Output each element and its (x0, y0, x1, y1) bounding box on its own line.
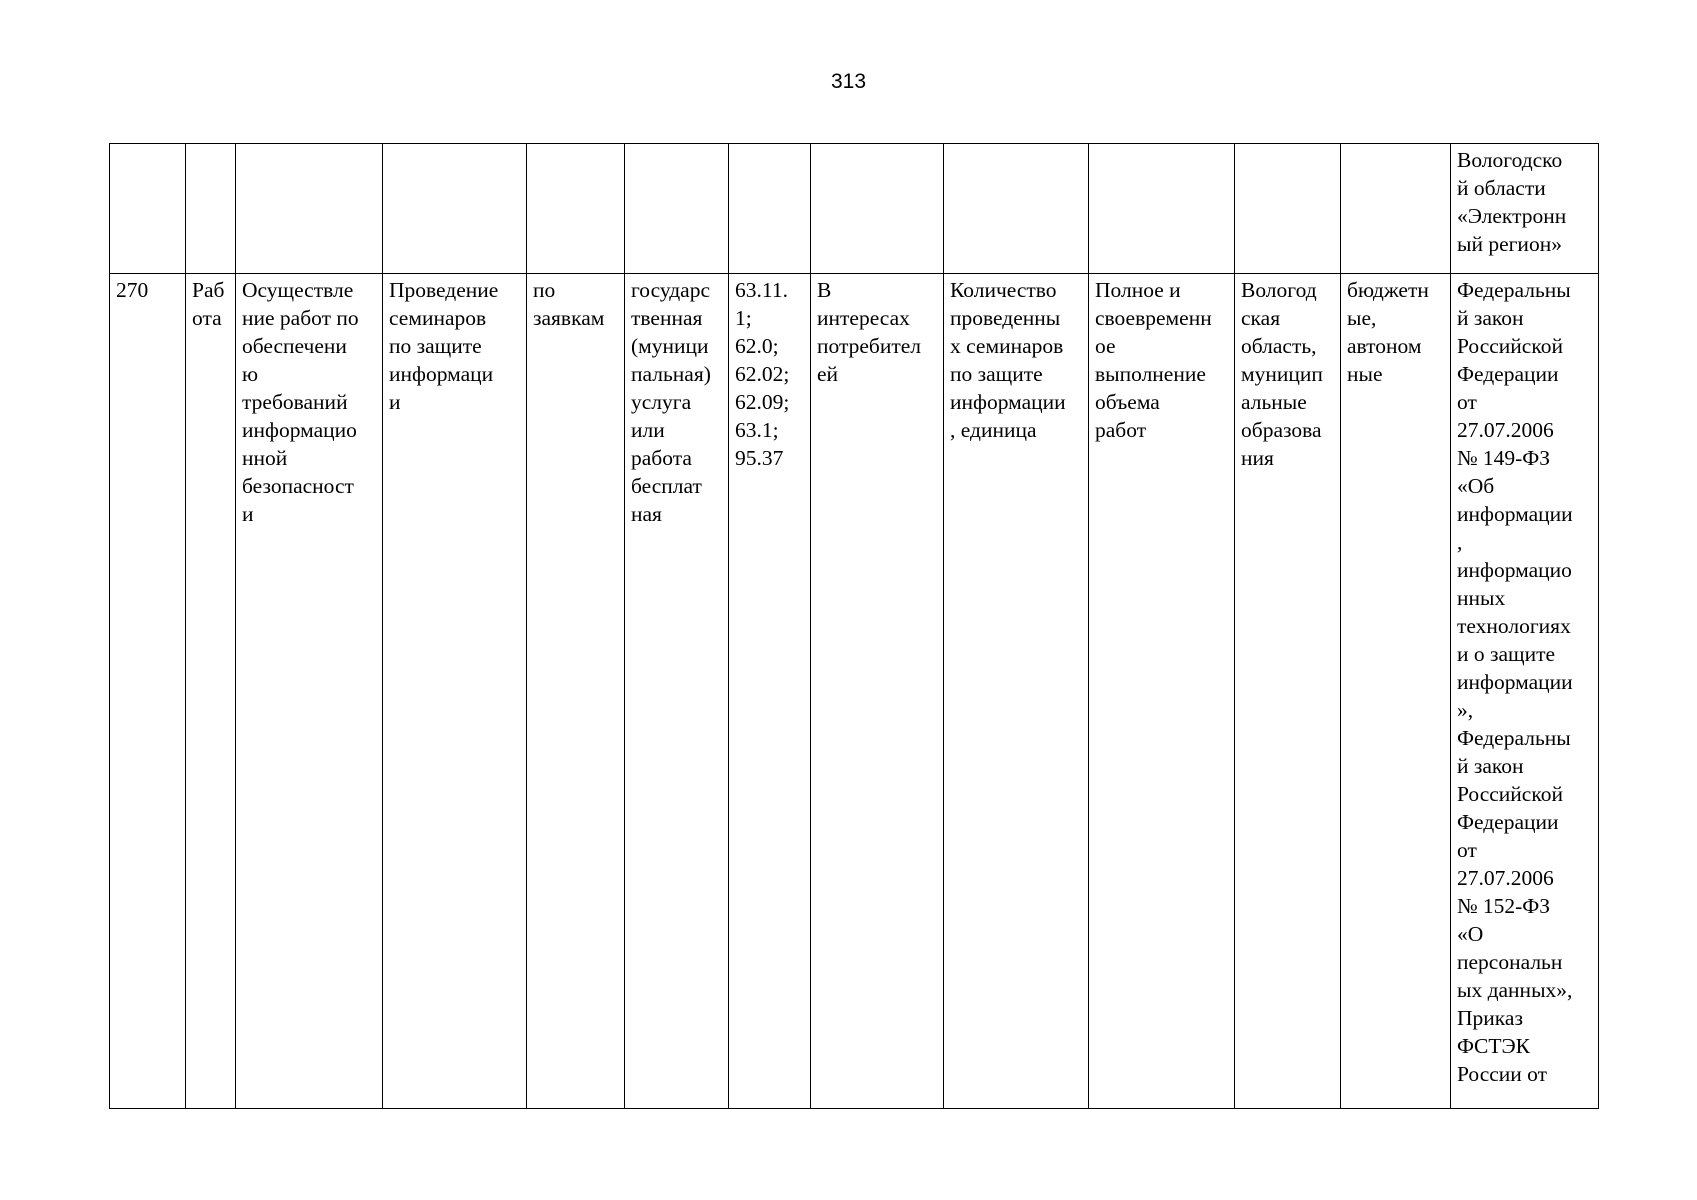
legal-basis-continued-text: Вологодско й области «Электронн ый регион» (1457, 148, 1567, 256)
cell-empty (527, 144, 625, 274)
row-number: 270 (116, 278, 149, 302)
cell-row-number (110, 274, 186, 1109)
cell-kind (625, 274, 729, 1109)
government-level: Вологод ская область, муницип альные образова ния (1241, 278, 1323, 470)
table-row (110, 274, 1599, 1109)
cell-okved (729, 274, 811, 1109)
cell-level (1235, 274, 1341, 1109)
service-conditions: по заявкам (533, 278, 605, 330)
consumers: В интересах потребител ей (817, 278, 922, 386)
cell-empty (110, 144, 186, 274)
legal-basis: Федеральны й закон Российской Федерации от 27.07.2006 № 149-ФЗ «Об информации , информацио нных технологиях и о защите информации », Федеральны й закон Российской Федерации от 27.07.2006 № 152-ФЗ «О персональн ых данных», Приказ ФСТЭК России от (1457, 278, 1573, 1086)
cell-consumers (811, 274, 944, 1109)
okved-codes: 63.11. 1; 62.0; 62.02; 62.09; 63.1; 95.37 (735, 278, 790, 470)
cell-empty (729, 144, 811, 274)
service-name: Осуществле ние работ по обеспечени ю требований информацио нной безопасност и (242, 278, 359, 526)
service-kind: государс твенная (муници пальная) услуга или работа бесплат ная (631, 278, 711, 526)
institution-types: бюджетн ые, автоном ные (1347, 278, 1429, 386)
quality-indicator: Полное и своевременн ое выполнение объема работ (1095, 278, 1212, 442)
cell-empty (944, 144, 1089, 274)
cell-quality-indicator (1089, 274, 1235, 1109)
page-number: 313 (830, 70, 867, 93)
cell-empty (186, 144, 236, 274)
services-table (109, 143, 1599, 1109)
cell-volume-indicator (944, 274, 1089, 1109)
cell-legal-basis (1451, 274, 1599, 1109)
cell-empty (625, 144, 729, 274)
volume-indicator: Количество проведенны х семинаров по защите информации , единица (950, 278, 1066, 442)
cell-type (186, 274, 236, 1109)
cell-empty (1235, 144, 1341, 274)
table-row-continuation (110, 144, 1599, 274)
cell-empty (1089, 144, 1235, 274)
cell-institutions (1341, 274, 1451, 1109)
cell-empty (1341, 144, 1451, 274)
row-type: Раб ота (192, 278, 225, 330)
cell-empty (811, 144, 944, 274)
cell-content (383, 274, 527, 1109)
cell-empty (236, 144, 383, 274)
cell-empty (383, 144, 527, 274)
cell-conditions (527, 274, 625, 1109)
cell-name (236, 274, 383, 1109)
cell-legal-basis-continued (1451, 144, 1599, 274)
service-content: Проведение семинаров по защите информаци и (389, 278, 499, 414)
